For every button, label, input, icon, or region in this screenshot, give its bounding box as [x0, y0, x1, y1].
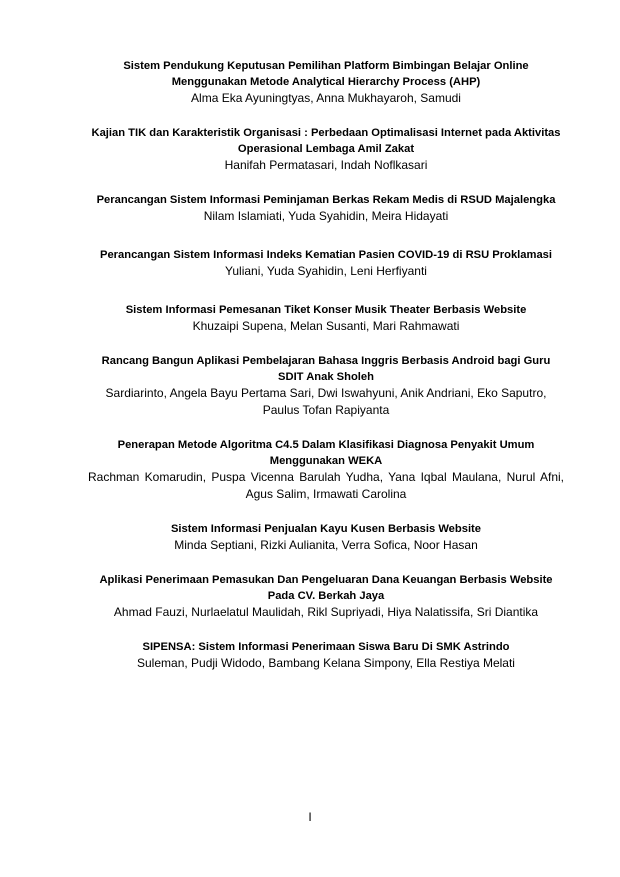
article-title: SIPENSA: Sistem Informasi Penerimaan Siswa Baru Di SMK Astrindo — [142, 641, 510, 653]
toc-entry — [88, 437, 564, 503]
article-authors: Suleman, Pudji Widodo, Bambang Kelana Simpony, Ella Restiya Melati — [137, 656, 515, 670]
toc-entry — [88, 572, 564, 621]
article-title: Sistem Informasi Penjualan Kayu Kusen Berbasis Website — [170, 523, 482, 535]
toc-entry — [88, 247, 564, 280]
toc-entry — [88, 192, 564, 225]
toc-entry — [88, 353, 564, 419]
article-title: Perancangan Sistem Informasi Peminjaman Berkas Rekam Medis di RSUD Majalengka — [96, 194, 556, 206]
table-of-contents — [88, 58, 564, 690]
article-title: Aplikasi Penerimaan Pemasukan Dan Pengeluaran Dana Keuangan Berbasis Website Pada CV. Berkah Jaya — [99, 574, 553, 602]
article-authors: Khuzaipi Supena, Melan Susanti, Mari Rahmawati — [192, 319, 460, 333]
toc-entry — [88, 302, 564, 335]
toc-entry — [88, 639, 564, 672]
page-number: I — [308, 810, 312, 824]
article-authors: Alma Eka Ayuningtyas, Anna Mukhayaroh, Samudi — [191, 91, 461, 105]
article-title: Rancang Bangun Aplikasi Pembelajaran Bahasa Inggris Berbasis Android bagi Guru SDIT Anak Sholeh — [101, 355, 551, 383]
article-title: Kajian TIK dan Karakteristik Organisasi : Perbedaan Optimalisasi Internet pada Aktivitas Operasional Lembaga Amil Zakat — [91, 127, 561, 155]
article-authors: Hanifah Permatasari, Indah Noflkasari — [224, 158, 428, 172]
article-authors: Minda Septiani, Rizki Aulianita, Verra Sofica, Noor Hasan — [174, 538, 478, 552]
article-authors: Rachman Komarudin, Puspa Vicenna Barulah Yudha, Yana Iqbal Maulana, Nurul Afni, Agus Salim, Irmawati Carolina — [88, 470, 564, 501]
article-title: Penerapan Metode Algoritma C4.5 Dalam Klasifikasi Diagnosa Penyakit Umum Menggunakan WEKA — [117, 439, 535, 467]
article-title: Perancangan Sistem Informasi Indeks Kematian Pasien COVID-19 di RSU Proklamasi — [99, 249, 552, 261]
toc-entry — [88, 125, 564, 174]
article-title: Sistem Pendukung Keputusan Pemilihan Platform Bimbingan Belajar Online Menggunakan Metode Analytical Hierarchy Process (AHP) — [123, 60, 529, 88]
article-authors: Sardiarinto, Angela Bayu Pertama Sari, Dwi Iswahyuni, Anik Andriani, Eko Saputro, Paulus Tofan Rapiyanta — [105, 386, 547, 417]
article-authors: Ahmad Fauzi, Nurlaelatul Maulidah, Rikl Supriyadi, Hiya Nalatissifa, Sri Diantika — [113, 605, 539, 619]
article-title: Sistem Informasi Pemesanan Tiket Konser Musik Theater Berbasis Website — [125, 304, 527, 316]
toc-entry — [88, 58, 564, 107]
article-authors: Yuliani, Yuda Syahidin, Leni Herfiyanti — [225, 264, 427, 278]
toc-entry — [88, 521, 564, 554]
article-authors: Nilam Islamiati, Yuda Syahidin, Meira Hidayati — [203, 209, 449, 223]
